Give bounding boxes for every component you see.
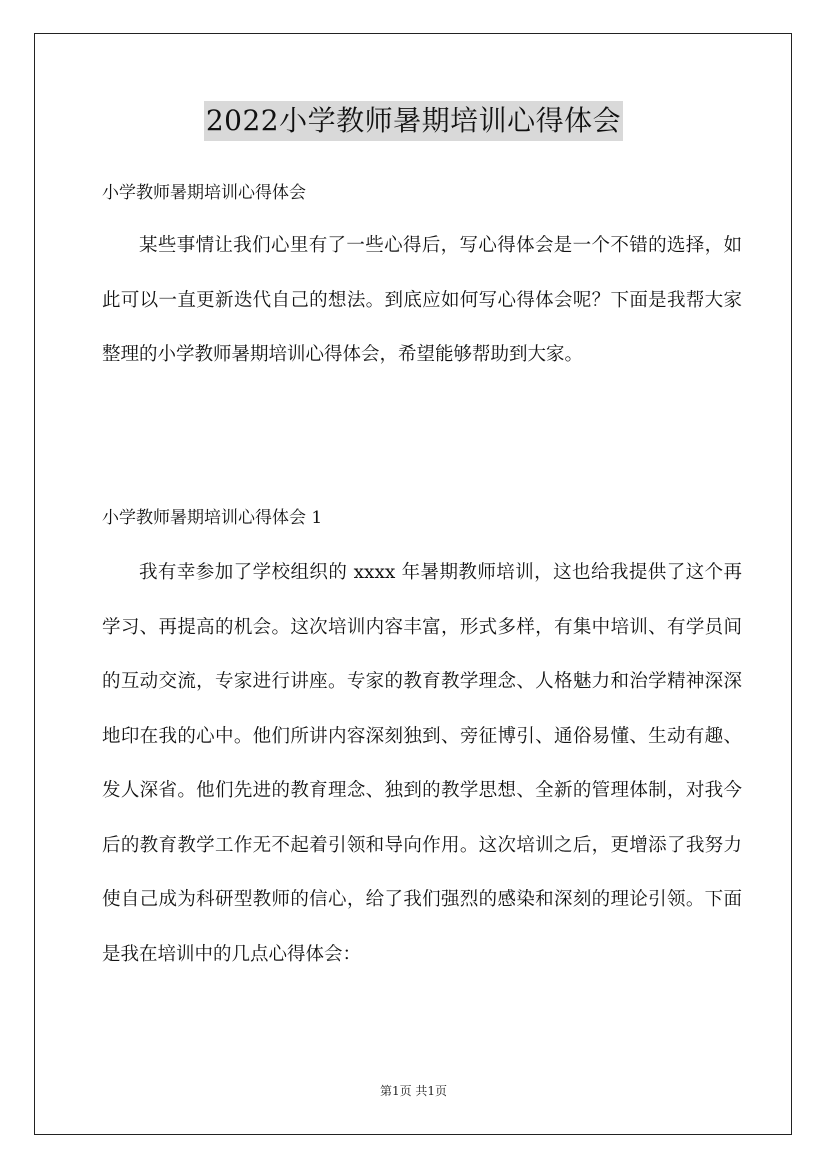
intro-paragraph: 某些事情让我们心里有了一些心得后，写心得体会是一个不错的选择，如此可以一直更新迭代自己的想法。到底应如何写心得体会呢？下面是我帮大家整理的小学教师暑期培训心得体会，希望能够帮助到大家。	[102, 235, 742, 365]
document-subtitle: 小学教师暑期培训心得体会	[102, 183, 306, 203]
section-heading: 小学教师暑期培训心得体会 1	[102, 508, 323, 528]
section-paragraph: 我有幸参加了学校组织的 xxxx 年暑期教师培训，这也给我提供了这个再学习、再提高的机会。这次培训内容丰富，形式多样，有集中培训、有学员间的互动交流，专家进行讲座。专家的教育教学理念、人格魅力和治学精神深深地印在我的心中。他们所讲内容深刻独到、旁征博引、通俗易懂、生动有趣、发人深省。他们先进的教育理念、独到的教学思想、全新的管理体制，对我今后的教育教学工作无不起着引领和导向作用。这次培训之后，更增添了我努力使自己成为科研型教师的信心，给了我们强烈的感染和深刻的理论引领。下面是我在培训中的几点心得体会：	[102, 562, 742, 965]
title-container	[0, 101, 827, 141]
page-footer: 第1页 共1页	[379, 1084, 448, 1098]
document-title: 2022小学教师暑期培训心得体会	[204, 101, 623, 141]
